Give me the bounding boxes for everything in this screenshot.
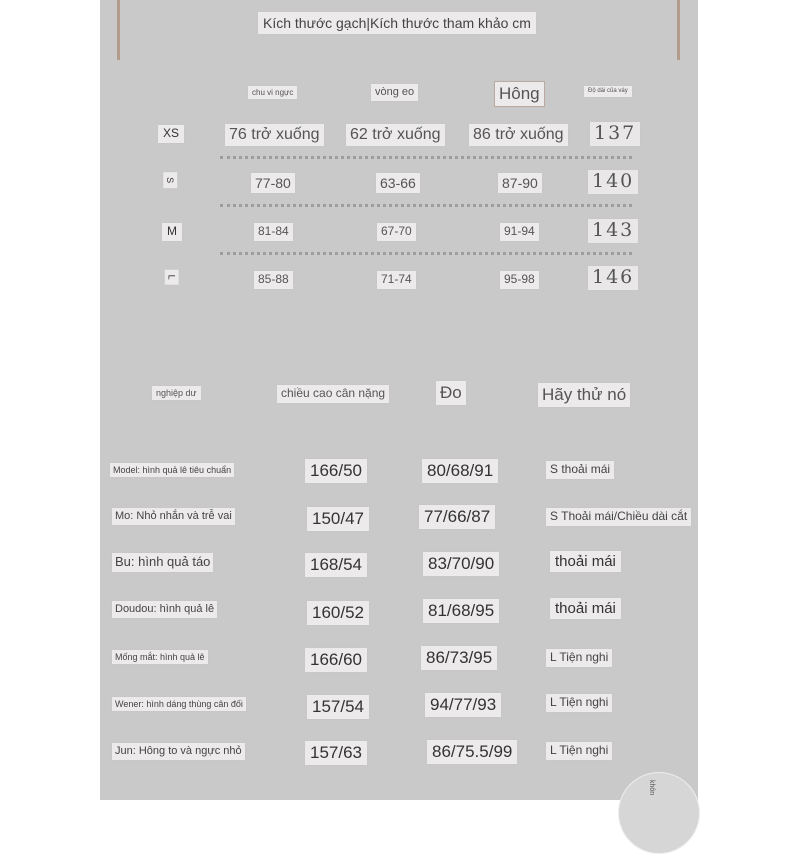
left-accent-bar: [117, 0, 120, 60]
chest-value-l: 85-88: [254, 271, 293, 289]
header-try: Hãy thử nó: [538, 383, 630, 407]
model-name: Doudou: hình quả lê: [112, 601, 217, 618]
model-height-weight: 157/54: [307, 695, 369, 719]
model-name: Mo: Nhỏ nhắn và trễ vai: [112, 508, 235, 525]
model-fit: L Tiện nghi: [546, 742, 612, 760]
model-measure: 81/68/95: [423, 599, 499, 623]
model-fit: S thoải mái: [546, 461, 614, 479]
waist-value-m: 67-70: [377, 223, 416, 241]
row-divider: [220, 156, 632, 159]
waist-value-xs: 62 trở xuống: [346, 124, 445, 146]
size-label-s: S: [163, 172, 177, 188]
size-label-m: M: [162, 223, 182, 241]
model-measure: 94/77/93: [425, 693, 501, 717]
model-fit: S Thoải mái/Chiều dài cắt: [546, 508, 691, 526]
header-length: Độ dài của váy: [584, 86, 632, 97]
hip-value-xs: 86 trở xuống: [469, 124, 568, 146]
chest-value-xs: 76 trở xuống: [225, 124, 324, 146]
length-value-m: 143: [588, 219, 638, 243]
model-measure: 80/68/91: [422, 459, 498, 483]
chart-title: Kích thước gạch|Kích thước tham khảo cm: [258, 12, 536, 34]
model-measure: 86/73/95: [421, 646, 497, 670]
header-chest: chu vi ngực: [248, 86, 297, 99]
model-height-weight: 150/47: [307, 507, 369, 531]
model-measure: 77/66/87: [419, 505, 495, 529]
model-height-weight: 168/54: [305, 553, 367, 577]
hip-value-l: 95-98: [500, 271, 539, 289]
model-measure: 83/70/90: [423, 552, 499, 576]
model-height-weight: 166/60: [305, 648, 367, 672]
model-height-weight: 157/63: [305, 741, 367, 765]
length-value-l: 146: [588, 266, 638, 290]
header-measure: Đo: [436, 381, 466, 405]
row-divider: [220, 252, 632, 255]
model-name: Wener: hình dáng thùng cân đối: [112, 697, 246, 711]
model-fit: L Tiện nghi: [546, 694, 612, 712]
corner-badge[interactable]: [618, 772, 700, 854]
model-name: Bu: hình quả táo: [112, 553, 213, 572]
hip-value-m: 91-94: [500, 223, 539, 241]
right-accent-bar: [677, 0, 680, 60]
corner-badge-text: khôn: [648, 780, 655, 796]
waist-value-l: 71-74: [377, 271, 416, 289]
row-divider: [220, 204, 632, 207]
model-name: Jun: Hông to và ngực nhỏ: [112, 743, 245, 760]
model-name: Model: hình quả lê tiêu chuẩn: [110, 463, 234, 477]
waist-value-s: 63-66: [376, 173, 420, 193]
chest-value-m: 81-84: [254, 223, 293, 241]
model-fit: L Tiện nghi: [546, 649, 612, 667]
header-waist: vòng eo: [371, 84, 418, 101]
size-label-l: L: [164, 270, 178, 285]
model-measure: 86/75.5/99: [427, 740, 517, 764]
length-value-xs: 137: [590, 122, 640, 146]
model-fit: thoải mái: [550, 551, 621, 572]
length-value-s: 140: [588, 170, 638, 194]
model-fit: thoải mái: [550, 598, 621, 619]
model-height-weight: 160/52: [307, 601, 369, 625]
chest-value-s: 77-80: [251, 173, 295, 193]
header-hip: Hông: [494, 81, 545, 107]
model-height-weight: 166/50: [305, 459, 367, 483]
size-label-xs: XS: [158, 125, 184, 143]
hip-value-s: 87-90: [498, 173, 542, 193]
model-name: Mống mắt: hình quả lê: [112, 650, 208, 664]
header-model: nghiệp dư: [152, 386, 201, 400]
header-height-weight: chiều cao cân nặng: [277, 385, 389, 403]
